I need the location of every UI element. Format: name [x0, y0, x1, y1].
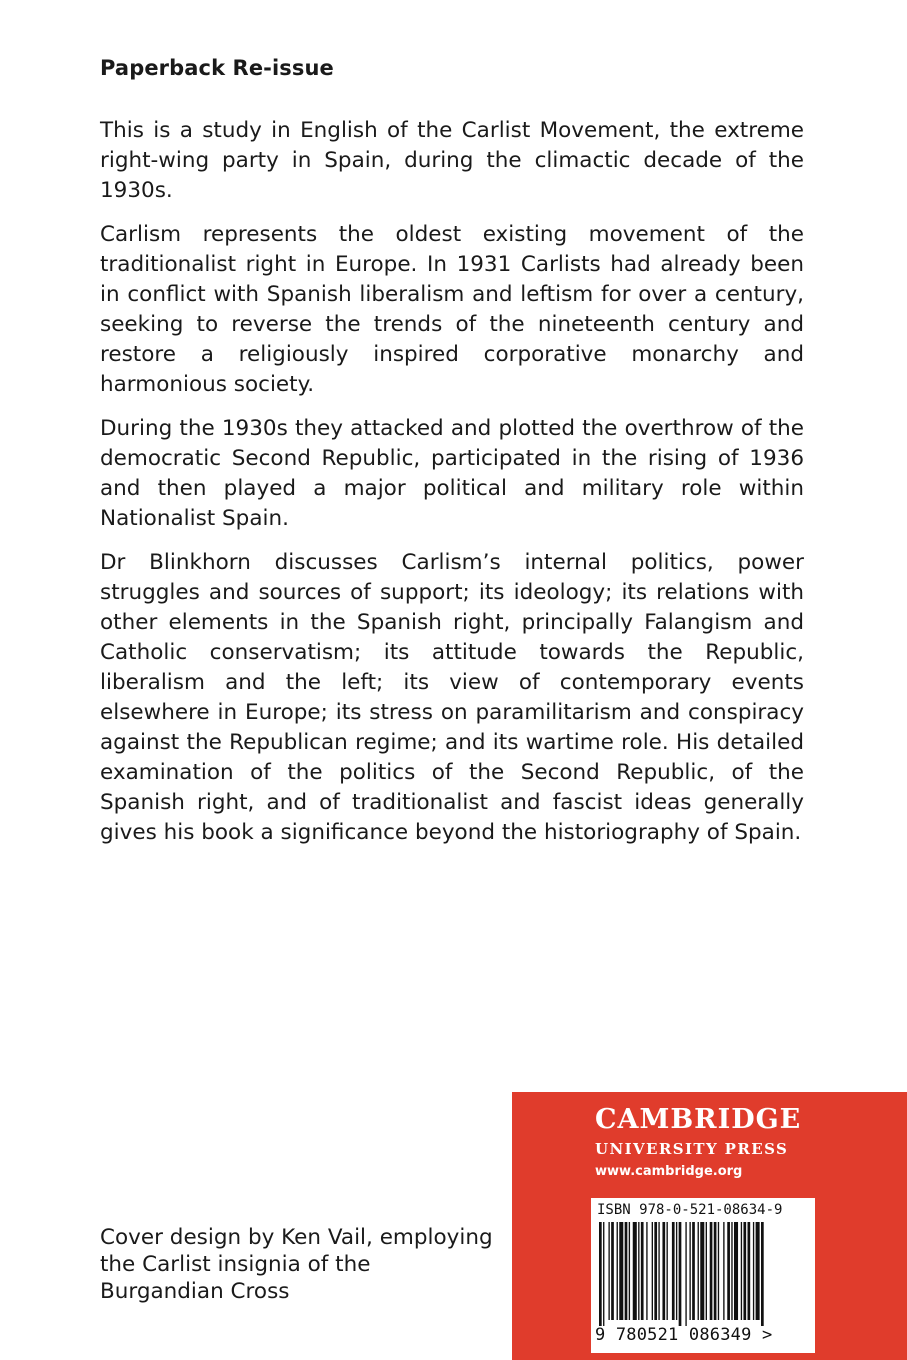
- barcode-bar: [679, 1222, 682, 1326]
- heading: Paperback Re-issue: [100, 56, 334, 80]
- barcode-bar: [646, 1222, 647, 1320]
- paragraph-1: This is a study in English of the Carlist Movement, the extreme right-wing party in Spain, during the climactic decade of the 1930s.: [100, 118, 804, 203]
- barcode-bar: [710, 1222, 713, 1320]
- barcode-bar: [718, 1222, 719, 1320]
- barcode-bar: [667, 1222, 668, 1320]
- barcode-bar: [756, 1222, 760, 1320]
- barcode-bar: [685, 1222, 686, 1326]
- barcode-bar: [689, 1222, 690, 1320]
- paragraph-2: Carlism represents the oldest existing movement of the traditionalist right in Europe. In 1931 Carlists had already been in conflict with Spanish liberalism and leftism for over a century, seeking to reverse the trends of the nineteenth century and restore a religiously inspired corporative monarchy and harmonious society.: [100, 222, 804, 397]
- publisher-url: www.cambridge.org: [595, 1164, 743, 1179]
- barcode-bar: [700, 1222, 704, 1320]
- barcode-bar: [753, 1222, 754, 1320]
- barcode-icon: [599, 1222, 807, 1326]
- barcode-bar: [672, 1222, 675, 1320]
- barcode-bar: [734, 1222, 738, 1320]
- barcode-bar: [741, 1222, 742, 1320]
- barcode-bar: [743, 1222, 746, 1320]
- barcode-bar: [698, 1222, 699, 1320]
- publisher-name: CAMBRIDGE: [595, 1104, 802, 1135]
- barcode-bar: [706, 1222, 707, 1320]
- barcode-bar: [658, 1222, 659, 1320]
- barcode-bar: [692, 1222, 695, 1320]
- barcode-bar: [761, 1222, 764, 1326]
- barcode-bar: [723, 1222, 724, 1320]
- barcode-box: [591, 1198, 815, 1353]
- barcode-bar: [603, 1222, 604, 1326]
- barcode-bar: [662, 1222, 665, 1320]
- barcode-bar: [748, 1222, 751, 1320]
- barcode-bar: [599, 1222, 602, 1326]
- barcode-bar: [629, 1222, 630, 1320]
- barcode-bar: [638, 1222, 639, 1320]
- barcode-digits: 9 780521 086349 >: [595, 1325, 773, 1345]
- description: [100, 116, 804, 862]
- publisher-subtitle: UNIVERSITY PRESS: [595, 1140, 789, 1158]
- publisher-block: [512, 1092, 907, 1360]
- barcode-bar: [611, 1222, 614, 1320]
- barcode-bar: [619, 1222, 623, 1320]
- barcode-bar: [641, 1222, 644, 1320]
- barcode-bar: [625, 1222, 628, 1320]
- barcode-bar: [731, 1222, 732, 1320]
- barcode-bar: [617, 1222, 618, 1320]
- paragraph-4: Dr Blinkhorn discusses Carlism’s internal politics, power struggles and sources of support; its ideology; its relations with other elements in the Spanish right, principally Falangism and Catholic conservatism; its attitude towards the Republic, liberalism and the left; its view of contemporary events elsewhere in Europe; its stress on paramilitarism and conspiracy against the Republican regime; and its wartime role. His detailed examination of the politics of the Second Republic, of the Spanish right, and of traditionalist and fascist ideas generally gives his book a significance beyond the historiography of Spain.: [100, 550, 804, 845]
- barcode-bar: [714, 1222, 717, 1320]
- barcode-bar: [676, 1222, 677, 1320]
- barcode-bar: [633, 1222, 637, 1320]
- cover-credit: Cover design by Ken Vail, employing the Carlist insignia of the Burgandian Cross: [100, 1225, 493, 1304]
- barcode-bar: [727, 1222, 730, 1320]
- isbn-label: ISBN 978-0-521-08634-9: [597, 1202, 783, 1218]
- barcode-bar: [652, 1222, 653, 1320]
- barcode-bar: [608, 1222, 609, 1320]
- paragraph-3: During the 1930s they attacked and plotted the overthrow of the democratic Second Republic, participated in the rising of 1936 and then played a major political and military role within Nationalist Spain.: [100, 416, 804, 531]
- barcode-bar: [654, 1222, 657, 1320]
